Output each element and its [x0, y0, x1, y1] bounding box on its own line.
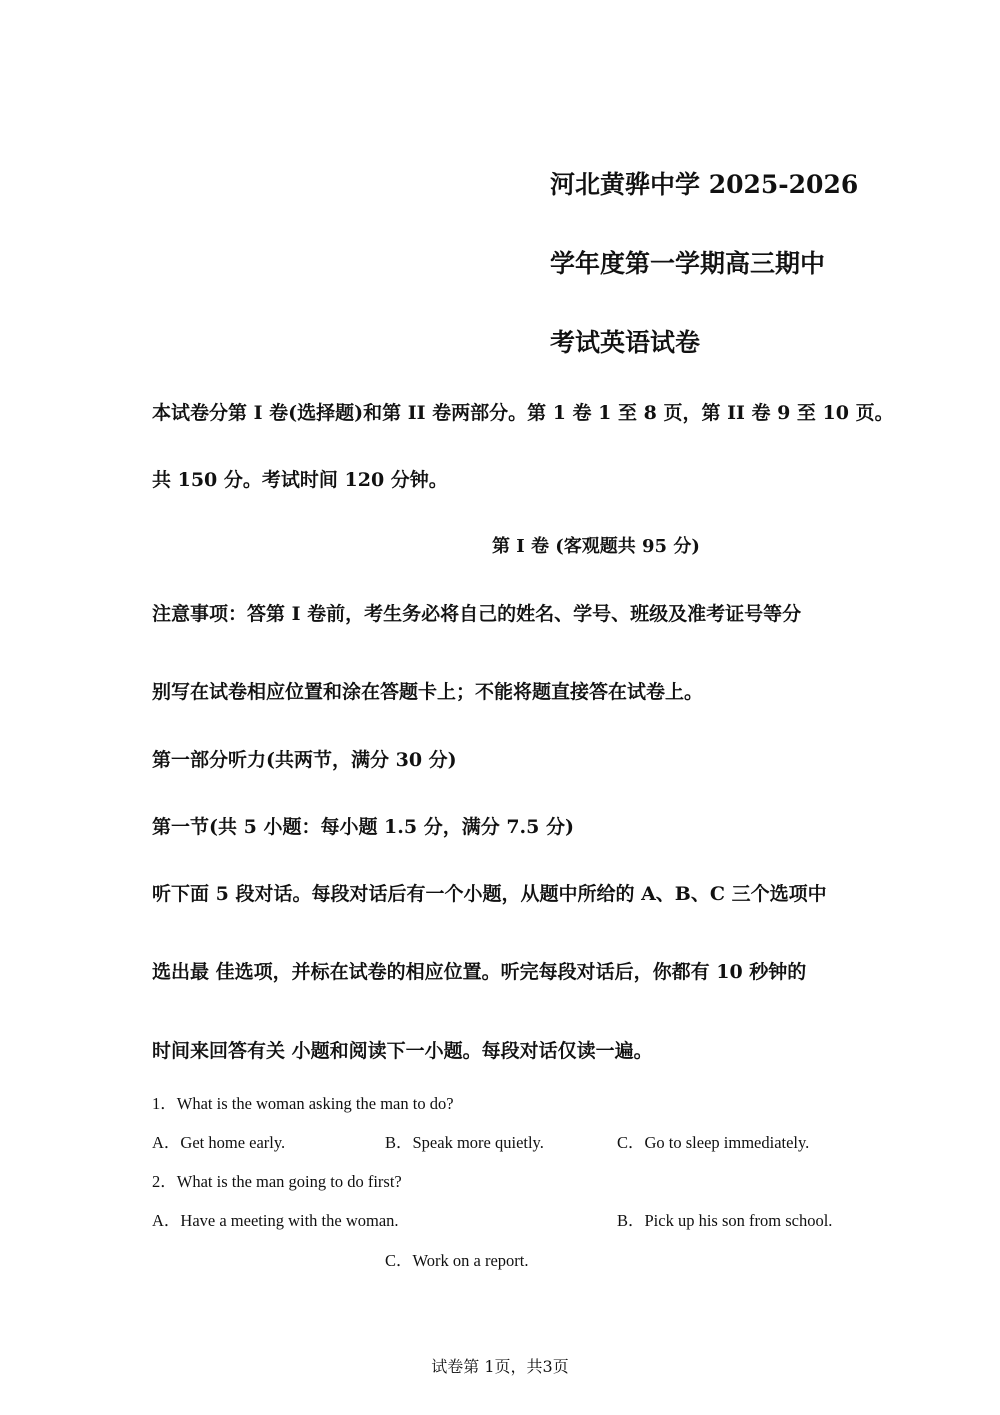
instructions-line-1: 听下面 5 段对话。每段对话后有一个小题，从题中所给的 A、B、C 三个选项中: [152, 883, 827, 905]
intro-line-2: 共 150 分。考试时间 120 分钟。: [152, 469, 448, 491]
notice-line-1: 注意事项：答第 I 卷前，考生务必将自己的姓名、学号、班级及准考证号等分: [152, 603, 802, 625]
question-2-stem: 2．What is the man going to do first?: [152, 1172, 402, 1191]
question-1-option-b: B．Speak more quietly.: [385, 1133, 544, 1152]
question-1-stem: 1．What is the woman asking the man to do?: [152, 1094, 454, 1113]
question-2-option-a: A．Have a meeting with the woman.: [152, 1211, 399, 1230]
part1-heading: 第 I 卷 (客观题共 95 分): [492, 536, 700, 557]
intro-line-1: 本试卷分第 I 卷(选择题)和第 II 卷两部分。第 1 卷 1 至 8 页，第 II 卷 9 至 10 页。: [152, 402, 894, 424]
exam-title-line-3: 考试英语试卷: [550, 328, 701, 357]
question-2-option-b: B．Pick up his son from school.: [617, 1211, 833, 1230]
section-listening-heading: 第一部分听力(共两节，满分 30 分): [152, 749, 457, 771]
instructions-line-2: 选出最 佳选项，并标在试卷的相应位置。听完每段对话后，你都有 10 秒钟的: [152, 961, 807, 983]
instructions-line-3: 时间来回答有关 小题和阅读下一小题。每段对话仅读一遍。: [152, 1040, 653, 1062]
question-1-option-c: C．Go to sleep immediately.: [617, 1133, 810, 1152]
section-one-heading: 第一节(共 5 小题：每小题 1.5 分，满分 7.5 分): [152, 816, 574, 838]
question-2-option-c: C．Work on a report.: [385, 1251, 529, 1270]
exam-title-line-2: 学年度第一学期高三期中: [550, 249, 826, 278]
exam-title-line-1: 河北黄骅中学 2025-2026: [550, 170, 859, 199]
question-1-option-a: A．Get home early.: [152, 1133, 286, 1152]
notice-line-2: 别写在试卷相应位置和涂在答题卡上；不能将题直接答在试卷上。: [152, 681, 704, 703]
page-footer: 试卷第 1页，共3页: [431, 1357, 569, 1376]
